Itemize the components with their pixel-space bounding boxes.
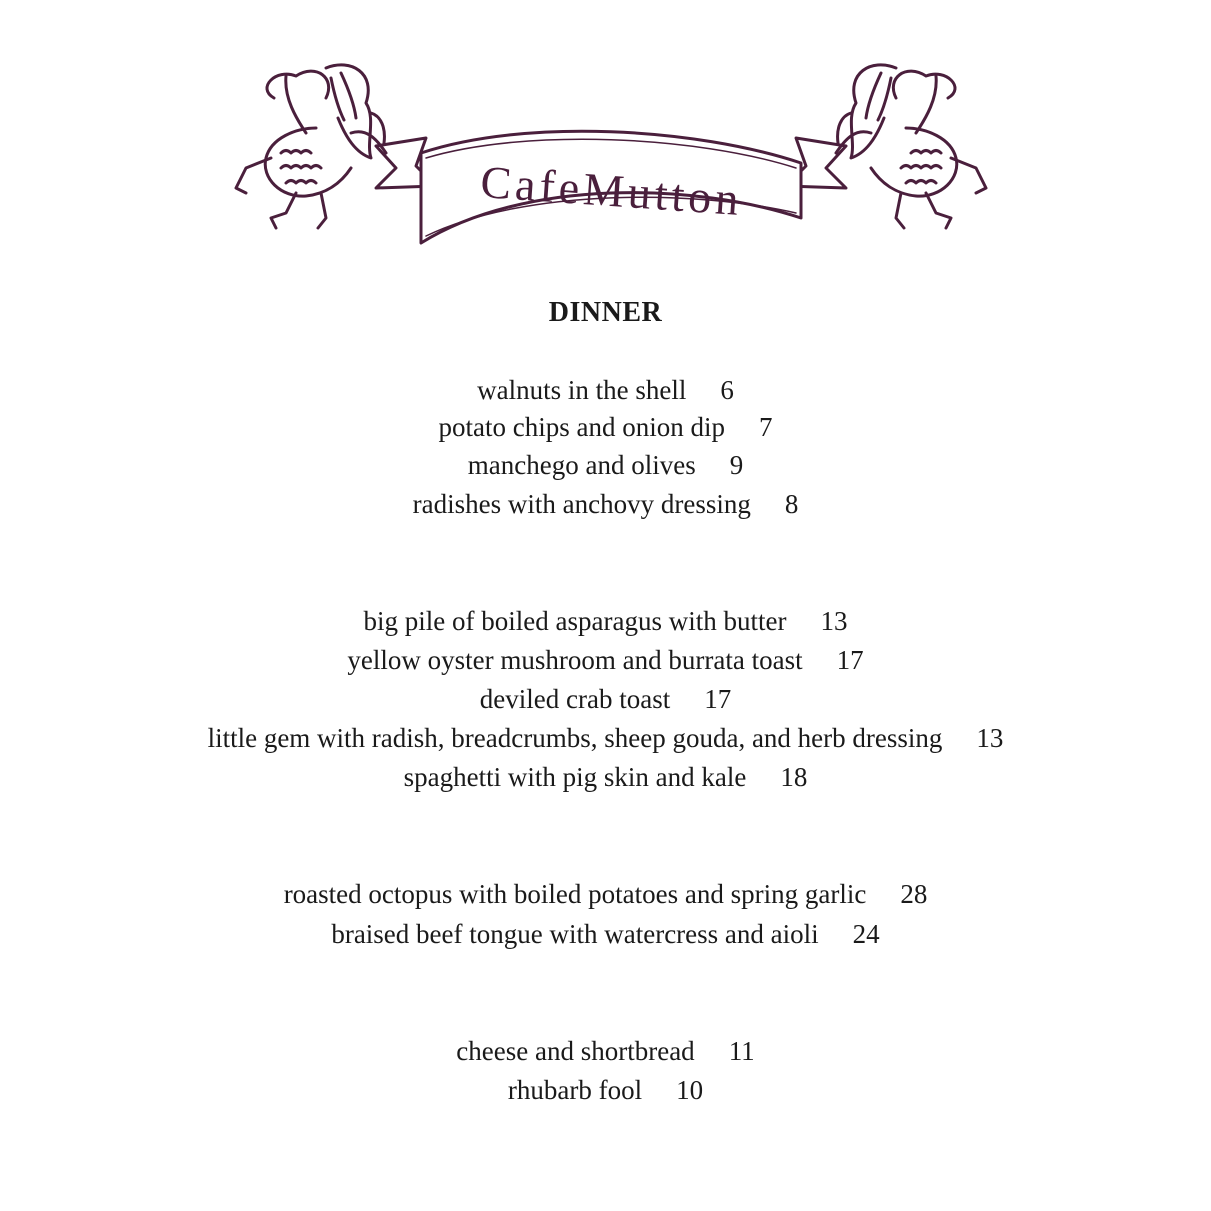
item-name: braised beef tongue with watercress and aioli — [331, 919, 819, 949]
item-name: radishes with anchovy dressing — [412, 489, 751, 519]
menu-item — [0, 722, 1211, 754]
menu-item — [0, 449, 1211, 481]
item-name: cheese and shortbread — [456, 1036, 695, 1066]
item-price: 13 — [820, 606, 848, 636]
menu-item — [0, 1074, 1211, 1106]
menu-item — [0, 683, 1211, 715]
item-name: big pile of boiled asparagus with butter — [363, 606, 787, 636]
item-name: yellow oyster mushroom and burrata toast — [347, 645, 803, 675]
menu-item — [0, 878, 1211, 910]
menu-item — [0, 1035, 1211, 1067]
item-name: rhubarb fool — [507, 1075, 643, 1105]
item-price: 8 — [784, 489, 799, 519]
item-name: manchego and olives — [467, 450, 696, 480]
item-name: spaghetti with pig skin and kale — [403, 762, 747, 792]
item-price: 9 — [729, 450, 744, 480]
menu-item — [0, 761, 1211, 793]
item-price: 11 — [728, 1036, 755, 1066]
menu-item — [0, 374, 1211, 406]
item-name: little gem with radish, breadcrumbs, sheep gouda, and herb dressing — [207, 723, 943, 753]
menu-item — [0, 605, 1211, 637]
left-winged-sheep-icon — [236, 65, 386, 228]
item-price: 18 — [780, 762, 808, 792]
menu-item — [0, 644, 1211, 676]
item-price: 28 — [900, 879, 928, 909]
item-name: roasted octopus with boiled potatoes and spring garlic — [283, 879, 867, 909]
menu-item — [0, 411, 1211, 443]
item-price: 17 — [704, 684, 732, 714]
item-name: potato chips and onion dip — [438, 412, 725, 442]
right-winged-sheep-icon — [836, 65, 986, 228]
item-price: 13 — [976, 723, 1004, 753]
item-price: 24 — [852, 919, 880, 949]
item-name: walnuts in the shell — [477, 375, 687, 405]
menu-item — [0, 918, 1211, 950]
menu-item — [0, 488, 1211, 520]
item-price: 17 — [836, 645, 864, 675]
item-name: deviled crab toast — [479, 684, 671, 714]
item-price: 6 — [720, 375, 734, 405]
item-price: 7 — [758, 412, 773, 442]
menu-title: DINNER — [548, 297, 663, 328]
brand-name-text: CafeMutton — [478, 155, 745, 226]
cafe-mutton-logo — [226, 58, 996, 253]
item-price: 10 — [676, 1075, 704, 1105]
